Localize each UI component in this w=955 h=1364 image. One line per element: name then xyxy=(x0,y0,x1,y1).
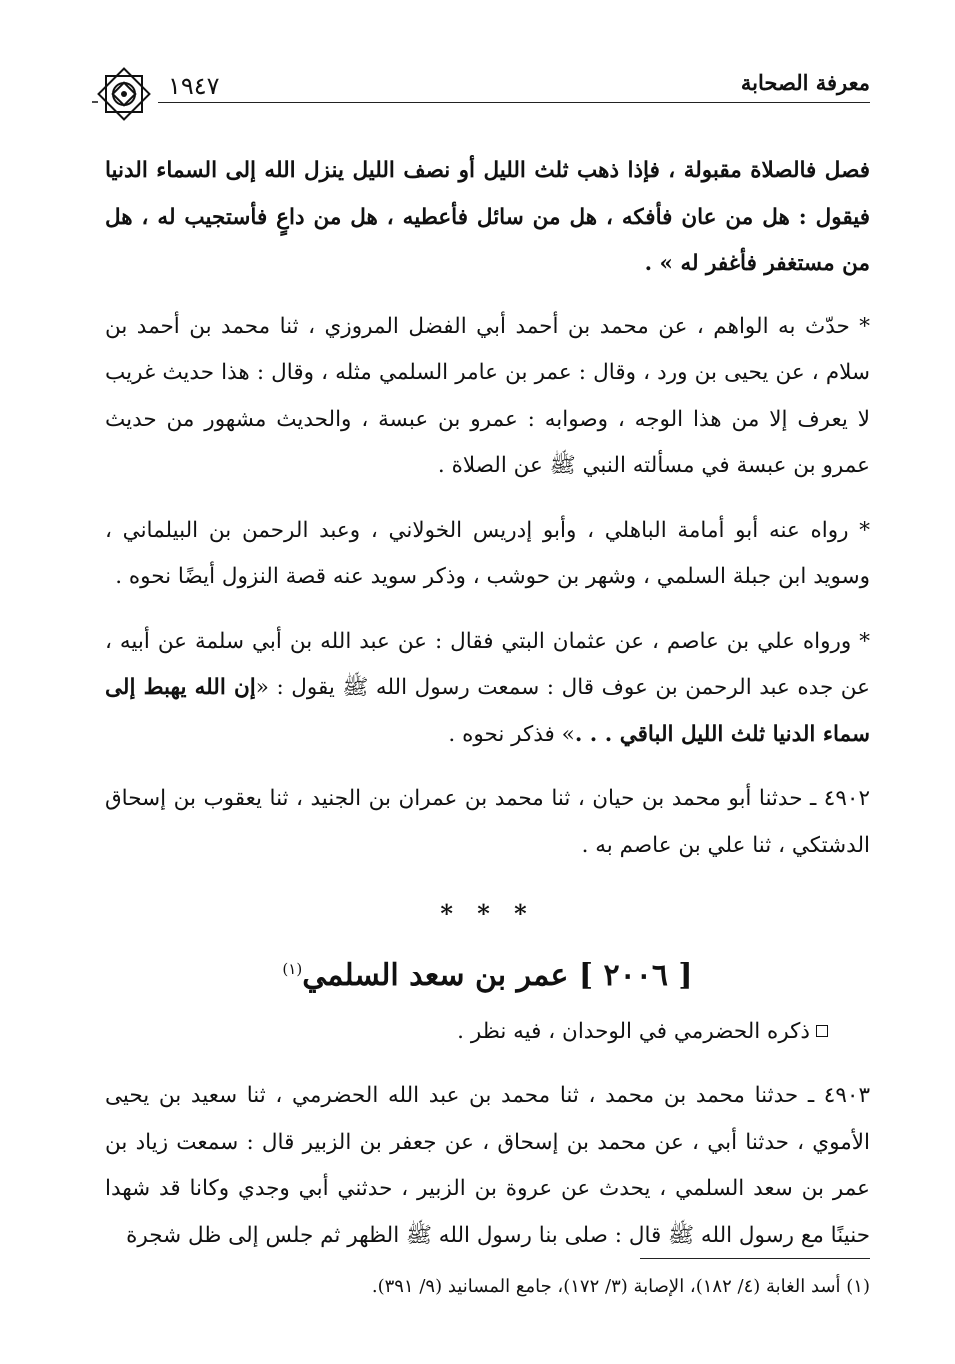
page-number: ١٩٤٧ xyxy=(168,72,220,100)
body-text xyxy=(105,148,870,1259)
square-marker-icon xyxy=(816,1025,828,1037)
footnote-rule xyxy=(640,1258,870,1259)
paragraph-2: * حدّث به الواهم ، عن محمد بن أحمد أبي الفضل المروزي ، ثنا محمد بن أحمد بن سلام ، عن يحيى بن ورد ، وقال : عمر بن عامر السلمي مثله ، وقال : هذا حديث غريب لا يعرف إلا من هذا الوجه ، وصوابه : عمرو بن عبسة ، والحديث مشهور من حديث عمرو بن عبسة في مسألته النبي ﷺ عن الصلاة . xyxy=(105,313,870,478)
running-header xyxy=(92,62,870,124)
paragraph-4 xyxy=(105,619,870,759)
paragraph-4-lead: * ورواه علي بن عاصم ، عن عثمان البتي فقال : عن عبد الله بن أبي سلمة عن أبيه ، عن جده عبد الرحمن بن عوف قال : سمعت رسول الله ﷺ يقول : « xyxy=(105,628,870,700)
paragraph-6: ٤٩٠٣ ـ حدثنا محمد بن محمد ، ثنا محمد بن عبد الله الحضرمي ، ثنا سعيد بن يحيى الأموي ، حدثنا أبي ، عن محمد بن إسحاق ، عن جعفر بن الزبير قال : سمعت زياد بن عمر بن سعد السلمي ، يحدث عن عروة بن الزبير ، حدثني أبي وجدي وكانا قد شهدا حنينًا مع رسول الله ﷺ قال : صلى بنا رسول الله ﷺ الظهر ثم جلس إلى ظل شجرة xyxy=(105,1083,870,1248)
section-footnote-ref: (١) xyxy=(282,959,303,978)
section-name: عمر بن سعد السلمي xyxy=(302,957,569,993)
paragraph-5: ٤٩٠٢ ـ حدثنا أبو محمد بن حيان ، ثنا محمد بن عمران بن الجنيد ، ثنا يعقوب بن إسحاق الدشتكي ، ثنا علي بن عاصم به . xyxy=(105,786,870,858)
paragraph-4-quote: إن الله يهبط إلى سماء الدنيا ثلث الليل الباقي . . . xyxy=(105,675,870,747)
note-text: ذكره الحضرمي في الوحدان ، فيه نظر . xyxy=(457,1018,810,1044)
note-line xyxy=(105,1009,870,1056)
header-rule xyxy=(158,102,870,103)
page-ornament-icon xyxy=(92,62,156,126)
paragraph-4-tail: » فذكر نحوه . xyxy=(448,721,575,747)
paragraph-1: فصل فالصلاة مقبولة ، فإذا ذهب ثلث الليل أو نصف الليل ينزل الله إلى السماء الدنيا فيقول : هل من عان فأفكه ، هل من سائل فأعطيه ، هل من داعٍ فأستجيب له ، هل من مستغفر فأغفر له » . xyxy=(105,158,871,276)
paragraph-3: * رواه عنه أبو أمامة الباهلي ، وأبو إدريس الخولاني ، وعبد الرحمن بن البيلماني ، وسويد ابن جبلة السلمي ، وشهر بن حوشب ، وذكر سويد عنه قصة النزول أيضًا نحوه . xyxy=(105,517,870,589)
section-heading xyxy=(105,942,870,1003)
section-separator: * * * xyxy=(440,899,535,928)
section-number: [ ٢٠٠٦ ] xyxy=(578,957,693,993)
header-title: معرفة الصحابة xyxy=(740,70,870,95)
footnote: (١) أسد الغابة (٤/ ١٨٢)، الإصابة (٣/ ١٧٢)، جامع المسانيد (٩/ ٣٩١). xyxy=(371,1276,870,1297)
